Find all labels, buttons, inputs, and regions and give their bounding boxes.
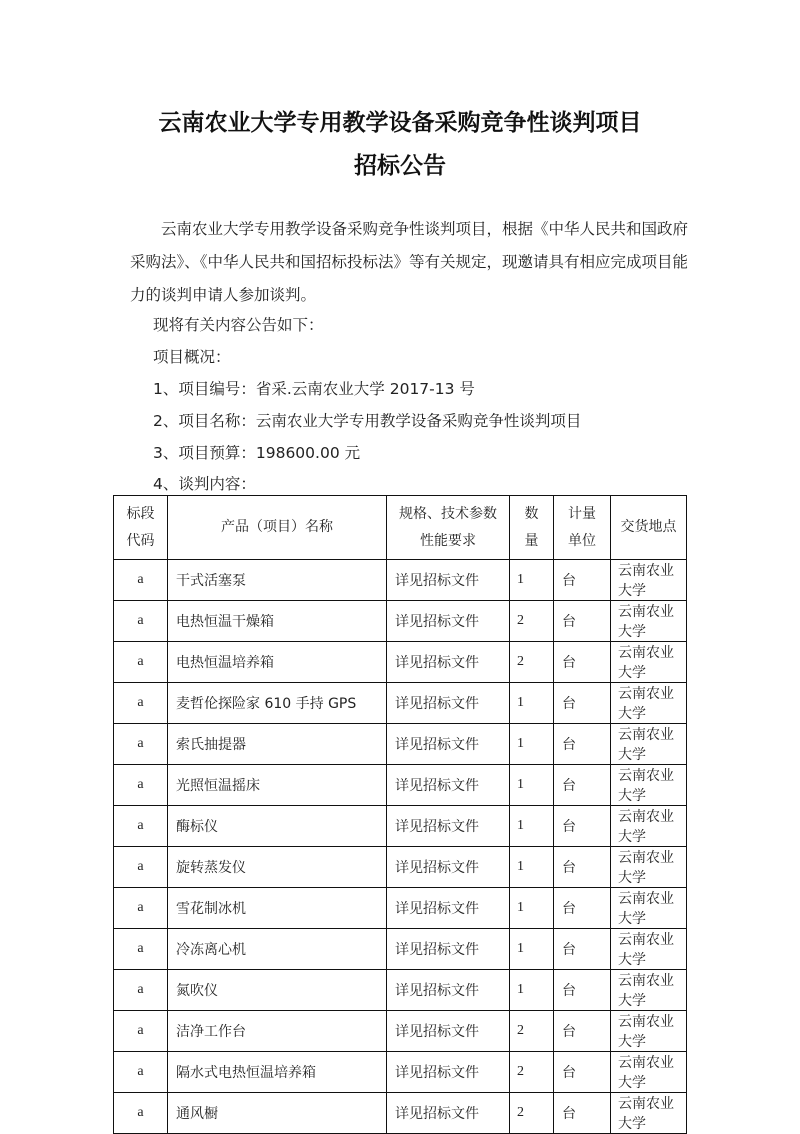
header-code-line2: 代码 bbox=[126, 532, 155, 549]
cell-place: 云南农业大学 bbox=[611, 1011, 687, 1052]
cell-place: 云南农业大学 bbox=[611, 970, 687, 1011]
cell-place: 云南农业大学 bbox=[611, 806, 687, 847]
header-qty-line2: 量 bbox=[524, 532, 539, 549]
cell-unit: 台 bbox=[554, 1052, 611, 1093]
table-row bbox=[114, 1093, 687, 1134]
cell-unit: 台 bbox=[554, 601, 611, 642]
cell-qty: 1 bbox=[510, 888, 554, 929]
cell-code: a bbox=[114, 683, 168, 724]
header-unit bbox=[554, 496, 611, 560]
cell-code: a bbox=[114, 970, 168, 1011]
cell-code: a bbox=[114, 929, 168, 970]
cell-unit: 台 bbox=[554, 1093, 611, 1134]
cell-code: a bbox=[114, 601, 168, 642]
cell-spec: 详见招标文件 bbox=[387, 1011, 510, 1052]
table-row bbox=[114, 724, 687, 765]
cell-unit: 台 bbox=[554, 724, 611, 765]
cell-name: 雪花制冰机 bbox=[168, 888, 387, 929]
cell-qty: 1 bbox=[510, 724, 554, 765]
cell-unit: 台 bbox=[554, 847, 611, 888]
cell-place: 云南农业大学 bbox=[611, 888, 687, 929]
header-qty bbox=[510, 496, 554, 560]
cell-name: 干式活塞泵 bbox=[168, 560, 387, 601]
procurement-table bbox=[113, 495, 687, 1134]
cell-unit: 台 bbox=[554, 929, 611, 970]
document-subtitle: 招标公告 bbox=[354, 153, 446, 179]
cell-qty: 2 bbox=[510, 1093, 554, 1134]
cell-qty: 1 bbox=[510, 683, 554, 724]
cell-qty: 1 bbox=[510, 847, 554, 888]
cell-place: 云南农业大学 bbox=[611, 929, 687, 970]
cell-spec: 详见招标文件 bbox=[387, 929, 510, 970]
cell-code: a bbox=[114, 888, 168, 929]
cell-unit: 台 bbox=[554, 765, 611, 806]
cell-name: 旋转蒸发仪 bbox=[168, 847, 387, 888]
cell-unit: 台 bbox=[554, 683, 611, 724]
header-name: 产品（项目）名称 bbox=[168, 496, 387, 560]
cell-qty: 2 bbox=[510, 1011, 554, 1052]
table-row bbox=[114, 1052, 687, 1093]
cell-place: 云南农业大学 bbox=[611, 1093, 687, 1134]
cell-code: a bbox=[114, 806, 168, 847]
cell-name: 麦哲伦探险家 610 手持 GPS bbox=[168, 683, 387, 724]
cell-unit: 台 bbox=[554, 560, 611, 601]
announce-line: 现将有关内容公告如下： bbox=[153, 316, 324, 334]
header-qty-line1: 数 bbox=[524, 505, 539, 522]
cell-code: a bbox=[114, 1011, 168, 1052]
cell-code: a bbox=[114, 1093, 168, 1134]
cell-qty: 1 bbox=[510, 970, 554, 1011]
cell-name: 洁净工作台 bbox=[168, 1011, 387, 1052]
table-row bbox=[114, 970, 687, 1011]
table-row bbox=[114, 560, 687, 601]
cell-name: 隔水式电热恒温培养箱 bbox=[168, 1052, 387, 1093]
cell-place: 云南农业大学 bbox=[611, 560, 687, 601]
cell-code: a bbox=[114, 765, 168, 806]
table-row bbox=[114, 888, 687, 929]
table-row bbox=[114, 847, 687, 888]
cell-qty: 1 bbox=[510, 765, 554, 806]
cell-spec: 详见招标文件 bbox=[387, 1093, 510, 1134]
cell-place: 云南农业大学 bbox=[611, 683, 687, 724]
cell-code: a bbox=[114, 1052, 168, 1093]
cell-qty: 1 bbox=[510, 929, 554, 970]
document-title: 云南农业大学专用教学设备采购竞争性谈判项目 bbox=[158, 110, 642, 136]
header-spec-line2: 性能要求 bbox=[420, 532, 476, 549]
cell-spec: 详见招标文件 bbox=[387, 970, 510, 1011]
cell-qty: 1 bbox=[510, 806, 554, 847]
cell-spec: 详见招标文件 bbox=[387, 847, 510, 888]
table-row bbox=[114, 601, 687, 642]
cell-unit: 台 bbox=[554, 642, 611, 683]
cell-name: 通风橱 bbox=[168, 1093, 387, 1134]
header-spec bbox=[387, 496, 510, 560]
cell-place: 云南农业大学 bbox=[611, 765, 687, 806]
cell-qty: 1 bbox=[510, 560, 554, 601]
cell-qty: 2 bbox=[510, 642, 554, 683]
project-name: 2、项目名称：云南农业大学专用教学设备采购竞争性谈判项目 bbox=[153, 412, 582, 430]
project-budget: 3、项目预算：198600.00 元 bbox=[153, 444, 361, 462]
cell-spec: 详见招标文件 bbox=[387, 642, 510, 683]
header-unit-line1: 计量 bbox=[568, 505, 596, 522]
header-spec-line1: 规格、技术参数 bbox=[399, 505, 497, 522]
cell-qty: 2 bbox=[510, 1052, 554, 1093]
cell-spec: 详见招标文件 bbox=[387, 683, 510, 724]
cell-unit: 台 bbox=[554, 970, 611, 1011]
cell-name: 酶标仪 bbox=[168, 806, 387, 847]
cell-unit: 台 bbox=[554, 806, 611, 847]
cell-unit: 台 bbox=[554, 1011, 611, 1052]
cell-spec: 详见招标文件 bbox=[387, 806, 510, 847]
cell-code: a bbox=[114, 560, 168, 601]
cell-name: 电热恒温培养箱 bbox=[168, 642, 387, 683]
header-place: 交货地点 bbox=[611, 496, 687, 560]
header-code bbox=[114, 496, 168, 560]
cell-place: 云南农业大学 bbox=[611, 642, 687, 683]
cell-code: a bbox=[114, 847, 168, 888]
intro-paragraph: 云南农业大学专用教学设备采购竞争性谈判项目，根据《中华人民共和国政府采购法》、《中华人民共和国招标投标法》等有关规定，现邀请具有相应完成项目能力的谈判申请人参加谈判。 bbox=[130, 220, 689, 304]
cell-code: a bbox=[114, 724, 168, 765]
cell-spec: 详见招标文件 bbox=[387, 601, 510, 642]
cell-code: a bbox=[114, 642, 168, 683]
cell-place: 云南农业大学 bbox=[611, 724, 687, 765]
table-row bbox=[114, 765, 687, 806]
cell-name: 电热恒温干燥箱 bbox=[168, 601, 387, 642]
table-row bbox=[114, 683, 687, 724]
cell-name: 冷冻离心机 bbox=[168, 929, 387, 970]
cell-unit: 台 bbox=[554, 888, 611, 929]
table-row bbox=[114, 929, 687, 970]
cell-spec: 详见招标文件 bbox=[387, 888, 510, 929]
cell-name: 光照恒温摇床 bbox=[168, 765, 387, 806]
cell-qty: 2 bbox=[510, 601, 554, 642]
project-number: 1、项目编号：省采.云南农业大学 2017-13 号 bbox=[153, 380, 475, 398]
table-row bbox=[114, 642, 687, 683]
header-unit-line2: 单位 bbox=[568, 532, 596, 549]
header-code-line1: 标段 bbox=[126, 505, 155, 522]
cell-place: 云南农业大学 bbox=[611, 847, 687, 888]
cell-spec: 详见招标文件 bbox=[387, 765, 510, 806]
table-row bbox=[114, 806, 687, 847]
cell-spec: 详见招标文件 bbox=[387, 724, 510, 765]
cell-spec: 详见招标文件 bbox=[387, 560, 510, 601]
cell-place: 云南农业大学 bbox=[611, 601, 687, 642]
cell-spec: 详见招标文件 bbox=[387, 1052, 510, 1093]
negotiation-content-heading: 4、谈判内容： bbox=[153, 475, 256, 493]
overview-heading: 项目概况： bbox=[153, 348, 231, 366]
cell-name: 氮吹仪 bbox=[168, 970, 387, 1011]
cell-name: 索氏抽提器 bbox=[168, 724, 387, 765]
table-header-row bbox=[114, 496, 687, 560]
cell-place: 云南农业大学 bbox=[611, 1052, 687, 1093]
table-row bbox=[114, 1011, 687, 1052]
